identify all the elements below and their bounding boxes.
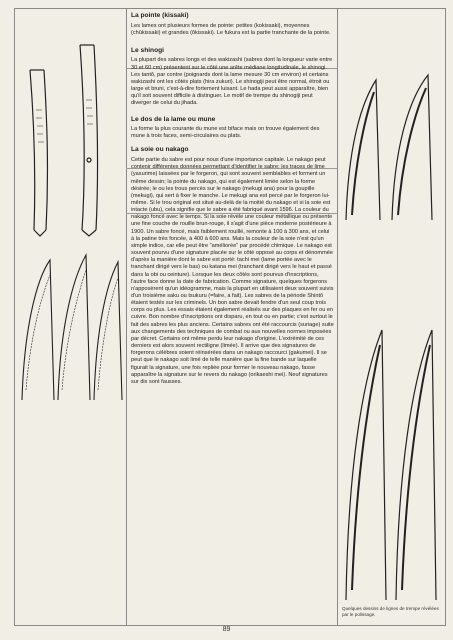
hamon-drawing-top [346,75,432,220]
section-body: Cette partie du sabre est pour nous d'une importance capitale. Le nakago peut contenir différentes données permettant d'identifier le sabre: les traces de lime (yasurime) laissées par le forgeron, qui sont souvent semblables et forment un même dessin; la pointe du nakago, qui est également limée selon la forme désirée; le ou les trous percés sur le nakago (mekugi ana) pour la goupille (mekugi), qui sert à fixer le manche. Le mekugi ana est percé par le forgeron lui-même. Si le trou original est situé au-delà de la moitié du nakago et si la soie est intacte (ubu), cela signifie que le sabre a été fabriqué avant 1596. La couleur du nakago foncé avec le temps. Si la soie révèle une couleur métallique ou présente une fine couche de rouille brun-rouge, il s'agit d'une pièce moderne postérieure à 1900. Un sabre foncé, mais faiblement rouillé, remonte à 100 à 300 ans, et celui à la patine très foncée, à 400 à 600 ans. Mais la couleur de la soie n'est qu'un simple indice, car elle peut être "améliorée" par procédé chimique. Le nakago est souvent pourvu d'une signature placée sur le côté opposé au corps et dénommée d'après la manière dont le sabre est porté: tachi mei (lame portée avec le tranchant dirigé vers le bas) ou katana mei (tranchant dirigé vers le haut et passé dans la obi ou ceinture). Lorsque les deux côtés sont pourvus d'inscriptions, l'autre face donne la date de fabrication. Comme signature, quelques forgerons n'apposèrent qu'un idéogramme, mais la plupart en utilisaient deux souvent suivis d'un troisième saku ou tsukuru (=faire, a fait). Les sabres de la période Shintô étaient testés sur les criminels. Un bon sabre devait fendre d'un seul coup trois corps ou plus. Les essais étaient également réalisés sur des plaques en fer ou en cuivre. Bon nombre d'inscriptions ont disparu, en tout ou en partie; c'est surtout le fait des sabres les plus anciens. Certains sabres ont été raccourcis (suriage) suite aux changements des techniques de combat ou aux nouvelles normes imposées par décret. Certains ont même perdu leur nakago d'origine. L'extrémité de ces derniers est alors souvent rectiligne (limée). Il arrive que des signatures de forgerons célèbres soient réinsérées dans un nakago raccourci (gakumei). Il se peut que le nakago soit limé de telle manière que la fine bande sur laquelle figurait la signature, une fois repliée pour former le nouveau nakago, fasse apparaître la signature sur le revers du nakago (orikaeshi mei). Neuf signatures sur dix sont fausses. [131,157,334,385]
nakago-drawing-top [30,45,97,236]
figure-caption: Quelques dessins de lignes de trempe révélées par le polissage. [342,606,439,617]
section-mune [131,116,334,141]
section-shinogi [131,47,334,108]
section-body: La plupart des sabres longs et des wakizashi (sabres dont la longueur varie entre 30 et 60 cm) présentent sur le côté une arête médiane longitudinale, le shinogi. Les tantô, par contre (poignards dont la lame mesure 30 cm environ) et certains wakizashi ont les côtés plats (hira zukuri). Le shinogiji peut être normal, étroit ou large et bruni, c'est-à-dire fortement luisant. Le hada peut aussi apparaître, bien qu'il soit souvent difficile à distinguer. Le motif de trempe du shinogiji peut diverger de celui du jihada. [131,57,333,107]
blade-tip-drawings [22,255,122,400]
section-title: La pointe (kissaki) [131,12,189,19]
hamon-drawing-bottom [346,330,436,600]
section-pointe [131,12,334,37]
page-number: 89 [222,626,231,633]
section-title: Le shinogi [131,46,164,54]
text-column [131,12,334,392]
section-title: Le dos de la lame ou mune [131,115,216,123]
section-title: La soie ou nakago [131,146,189,154]
section-nakago [131,146,334,386]
section-body: La forme la plus courante du mune est biface mais on trouve également des mune à trois faces, semi-circulaires ou plats. [131,126,320,140]
section-body: Les lames ont plusieurs formes de pointe: petites (kokissaki), moyennes (chûkissaki) et grandes (ôkissaki). Le fukura est la partie tranchante de la pointe. [131,22,331,36]
